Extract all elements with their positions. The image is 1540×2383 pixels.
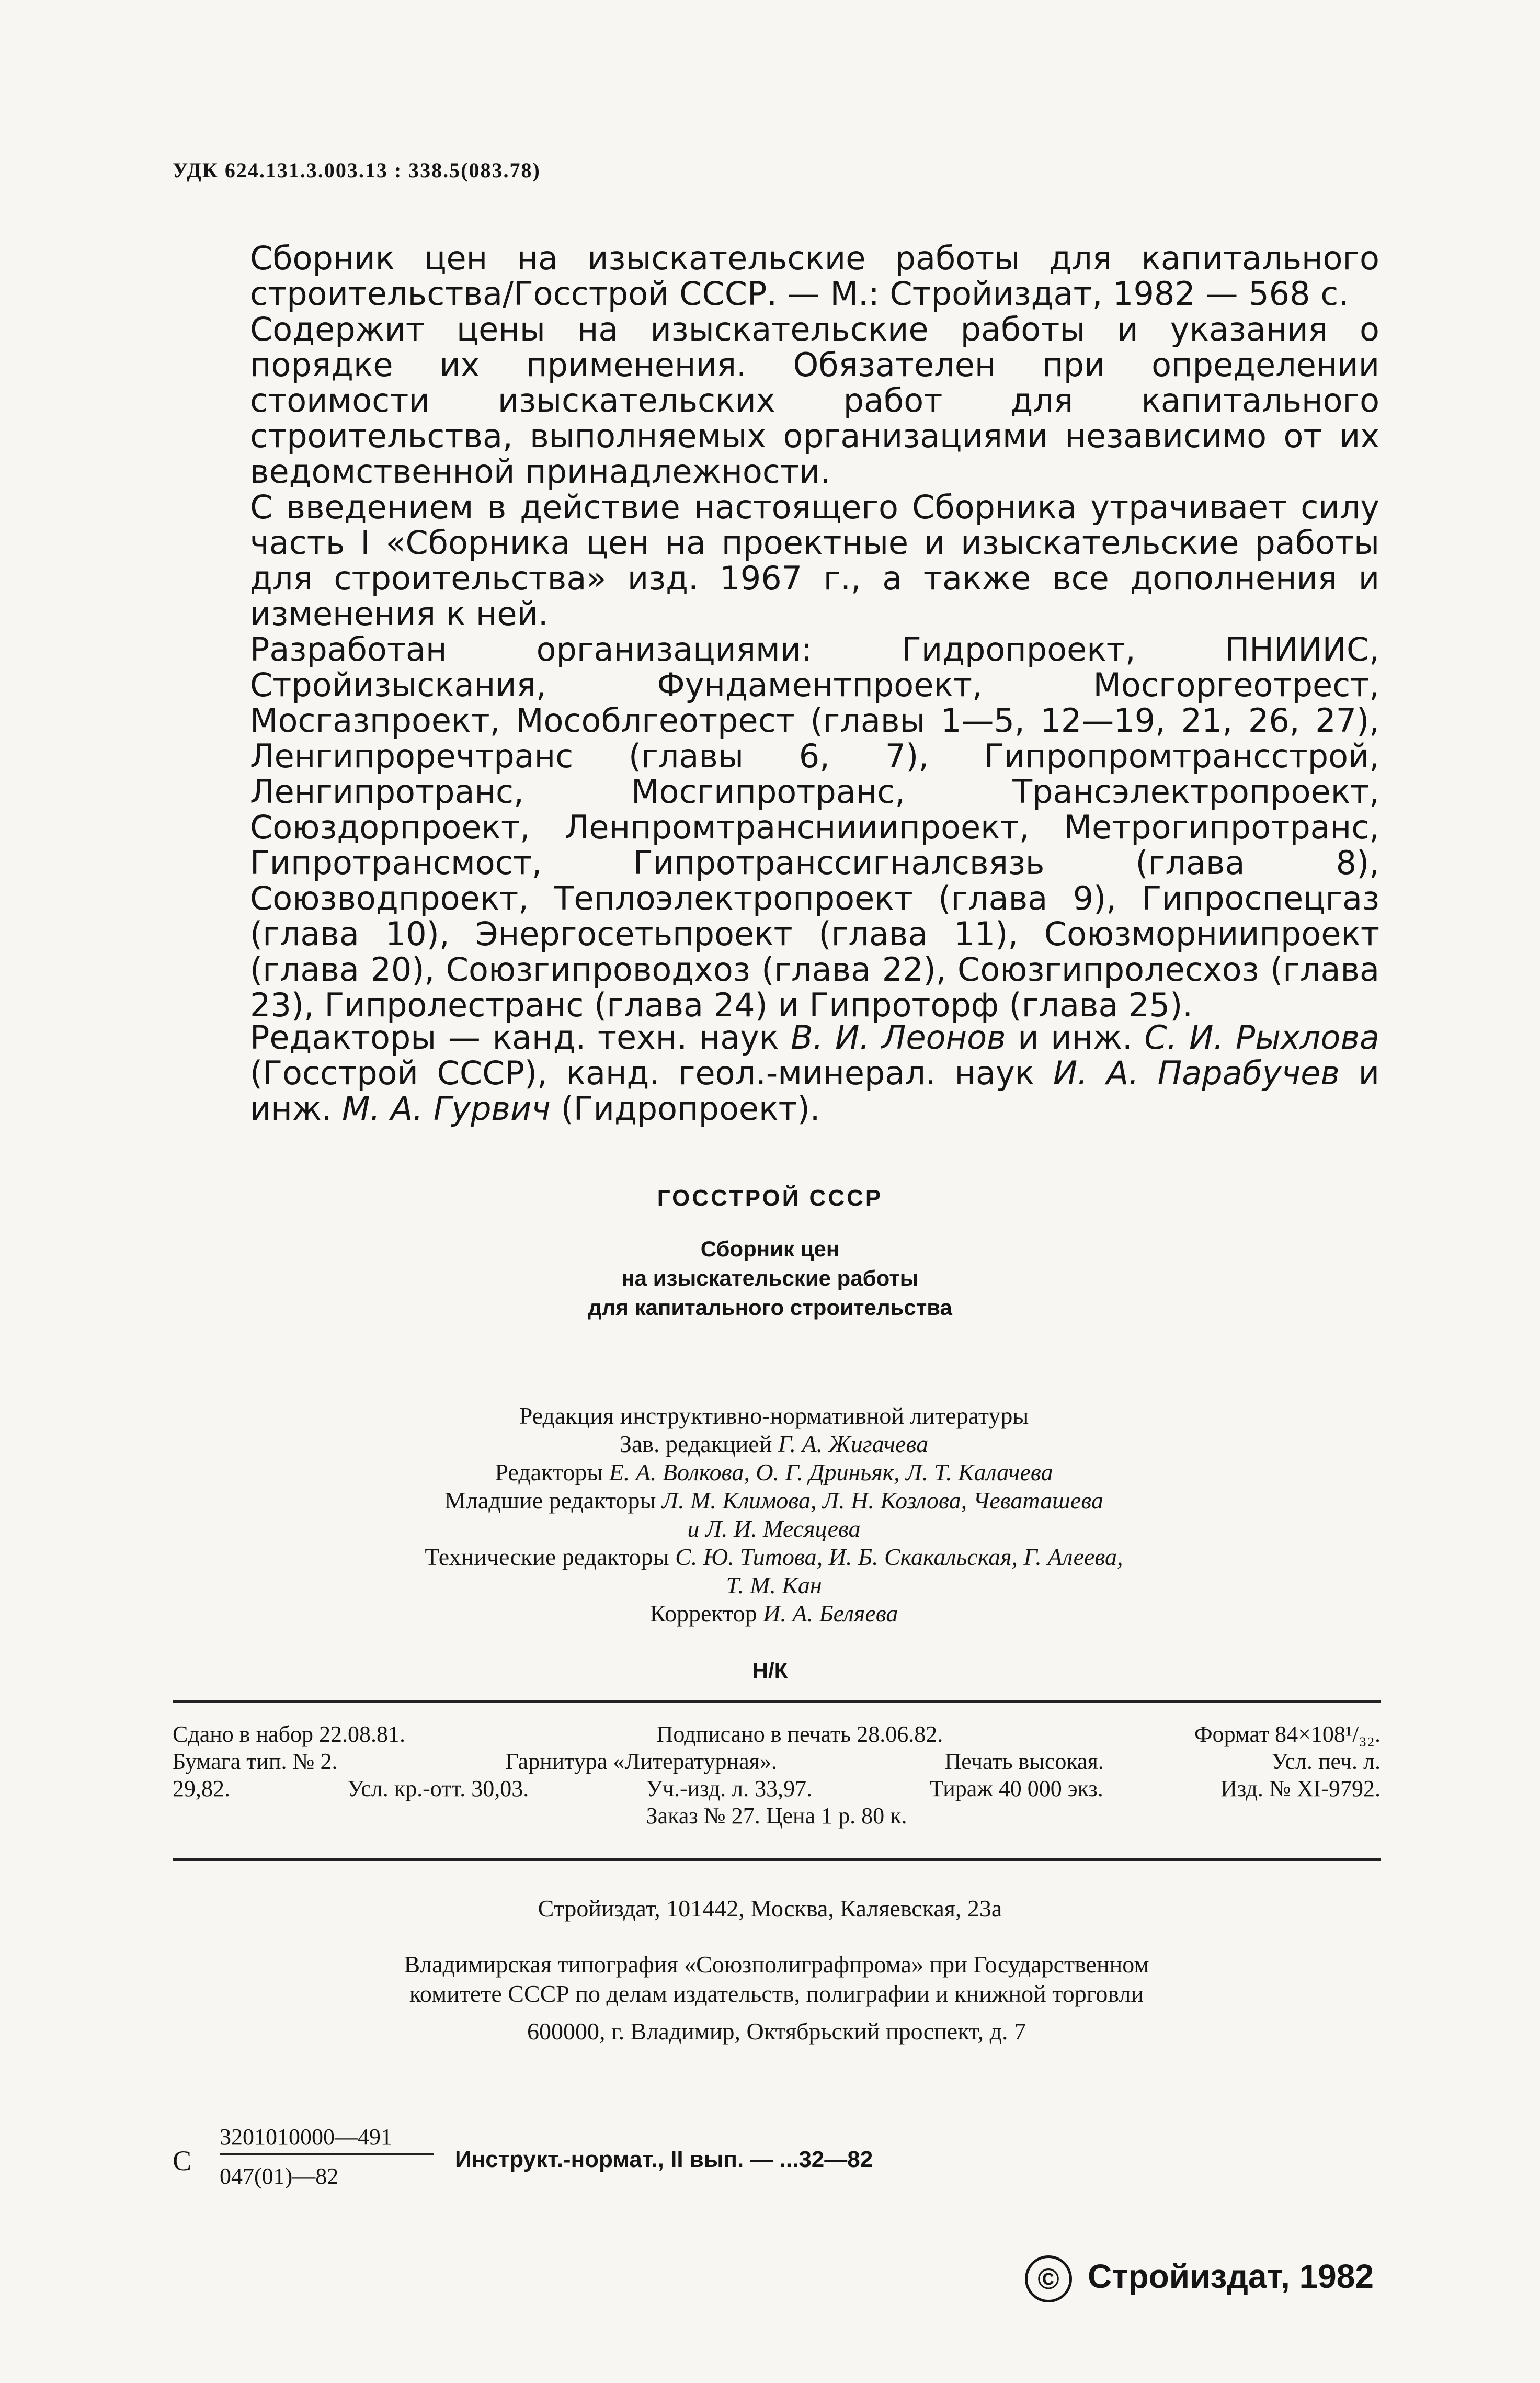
imprint-order: Заказ № 27. Цена 1 р. 80 к.: [646, 1803, 907, 1829]
description-block: [250, 241, 1379, 1023]
title-line: Сборник цен: [700, 1236, 840, 1261]
code-tail: Инструкт.-нормат., II вып. — ...32—82: [455, 2147, 873, 2172]
editors-text: и инж.: [1006, 1018, 1145, 1057]
organization-heading: ГОССТРОЙ СССР: [657, 1185, 883, 1211]
imprint-line-1: Сдано в набор 22.08.81. Подписано в печать 28.06.82. Формат 84×108¹/₃₂.: [173, 1721, 1381, 1747]
editors-suffix: (Гидропроект).: [550, 1090, 820, 1128]
printer-line: Владимирская типография «Союзполиграфпрома» при Государственном: [404, 1951, 1149, 1978]
imprint-line-3: 29,82. Усл. кр.-отт. 30,03. Уч.-изд. л. 33,97. Тираж 40 000 экз. Изд. № XI-9792.: [173, 1776, 1381, 1801]
imprint-block: [173, 1721, 1381, 1830]
paragraph-supersedes: С введением в действие настоящего Сборника утрачивает силу часть I «Сборника цен на проектные и изыскательские работы для строительства» изд. 1967 г., а также все дополнения и изменения к ней.: [250, 488, 1379, 633]
staff-editors: Редакторы Е. А. Волкова, О. Г. Дриньяк, Л. Т. Калачева: [495, 1459, 1053, 1485]
copyright: [1025, 2255, 1374, 2302]
printer-line: комитете СССР по делам издательств, полиграфии и книжной торговли: [409, 1980, 1144, 2007]
editor-name: В. И. Леонов: [791, 1018, 1006, 1057]
copyright-text: Стройиздат, 1982: [1088, 2257, 1374, 2295]
divider-bottom: [173, 1858, 1381, 1861]
paragraph-contents: Содержит цены на изыскательские работы и указания о порядке их применения. Обязателен при определении стоимости изыскательских работ для капитального строительства, выполняемых организациями независимо от их ведомственной принадлежности.: [250, 310, 1379, 491]
book-title: [0, 1234, 1540, 1322]
code-fraction: [220, 2124, 450, 2189]
editorial-staff: [193, 1402, 1354, 1628]
staff-tech-cont: Т. М. Кан: [726, 1572, 822, 1598]
staff-corrector: Корректор И. А. Беляева: [649, 1600, 898, 1627]
editor-name: И. А. Парабучев: [1053, 1054, 1340, 1092]
copyright-icon: ©: [1025, 2255, 1072, 2302]
staff-dept: Редакция инструктивно-нормативной литературы: [519, 1402, 1029, 1429]
editors-credit: [250, 1020, 1379, 1127]
nk-mark: Н/К: [752, 1658, 788, 1683]
code-denominator: 047(01)—82: [220, 2163, 339, 2189]
printer-info: [173, 1950, 1381, 2046]
divider-top: [173, 1700, 1381, 1703]
imprint-line-2: Бумага тип. № 2. Гарнитура «Литературная». Печать высокая. Усл. печ. л.: [173, 1749, 1381, 1774]
editors-text: (Госстрой СССР), канд. геол.-минерал. наук: [250, 1054, 1053, 1092]
paragraph-bibliographic: Сборник цен на изыскательские работы для капитального строительства/Госстрой СССР. — М.: Стройиздат, 1982 — 568 с.: [250, 239, 1379, 313]
title-line: для капитального строительства: [588, 1295, 952, 1320]
editors-text: и инж.: [250, 1054, 1379, 1128]
publisher-address: Стройиздат, 101442, Москва, Каляевская, 23а: [538, 1895, 1002, 1922]
editor-name: М. А. Гурвич: [342, 1090, 551, 1128]
editor-name: С. И. Рыхлова: [1144, 1018, 1380, 1057]
title-line: на изыскательские работы: [621, 1266, 919, 1290]
code-letter: С: [173, 2145, 192, 2176]
staff-tech: Технические редакторы С. Ю. Титова, И. Б. Скакальская, Г. Алеева,: [425, 1544, 1123, 1570]
staff-junior-cont: и Л. И. Месяцева: [687, 1515, 861, 1542]
paragraph-developers: Разработан организациями: Гидропроект, ПНИИИС, Стройизыскания, Фундаментпроект, Мосгоргеотрест, Мосгазпроект, Мособлгеотрест (главы 1—5, 12—19, 21, 26, 27), Ленгипроречтранс (главы 6, 7), Гипропромтрансстрой, Ленгипротранс, Мосгипротранс, Трансэлектропроект, Союздорпроект, Ленпромтранснииипроект, Метрогипротранс, Гипротрансмост, Гипротранссигналсвязь (глава 8), Союзводпроект, Теплоэлектропроект (глава 9), Гипроспецгаз (глава 10), Энергосетьпроект (глава 11), Союзморниипроект (глава 20), Союзгипроводхоз (глава 22), Союзгипролесхоз (глава 23), Гипролестранс (глава 24) и Гипроторф (глава 25).: [250, 630, 1379, 1024]
staff-head: Зав. редакцией Г. А. Жигачева: [619, 1431, 929, 1457]
code-numerator: 3201010000—491: [220, 2124, 434, 2155]
udk-code: УДК 624.131.3.003.13 : 338.5(083.78): [173, 158, 541, 182]
staff-junior: Младшие редакторы Л. М. Климова, Л. Н. Козлова, Чеваташева: [444, 1487, 1103, 1514]
printer-line: 600000, г. Владимир, Октябрьский проспект, д. 7: [527, 2018, 1026, 2045]
editors-prefix: Редакторы — канд. техн. наук: [250, 1018, 791, 1057]
